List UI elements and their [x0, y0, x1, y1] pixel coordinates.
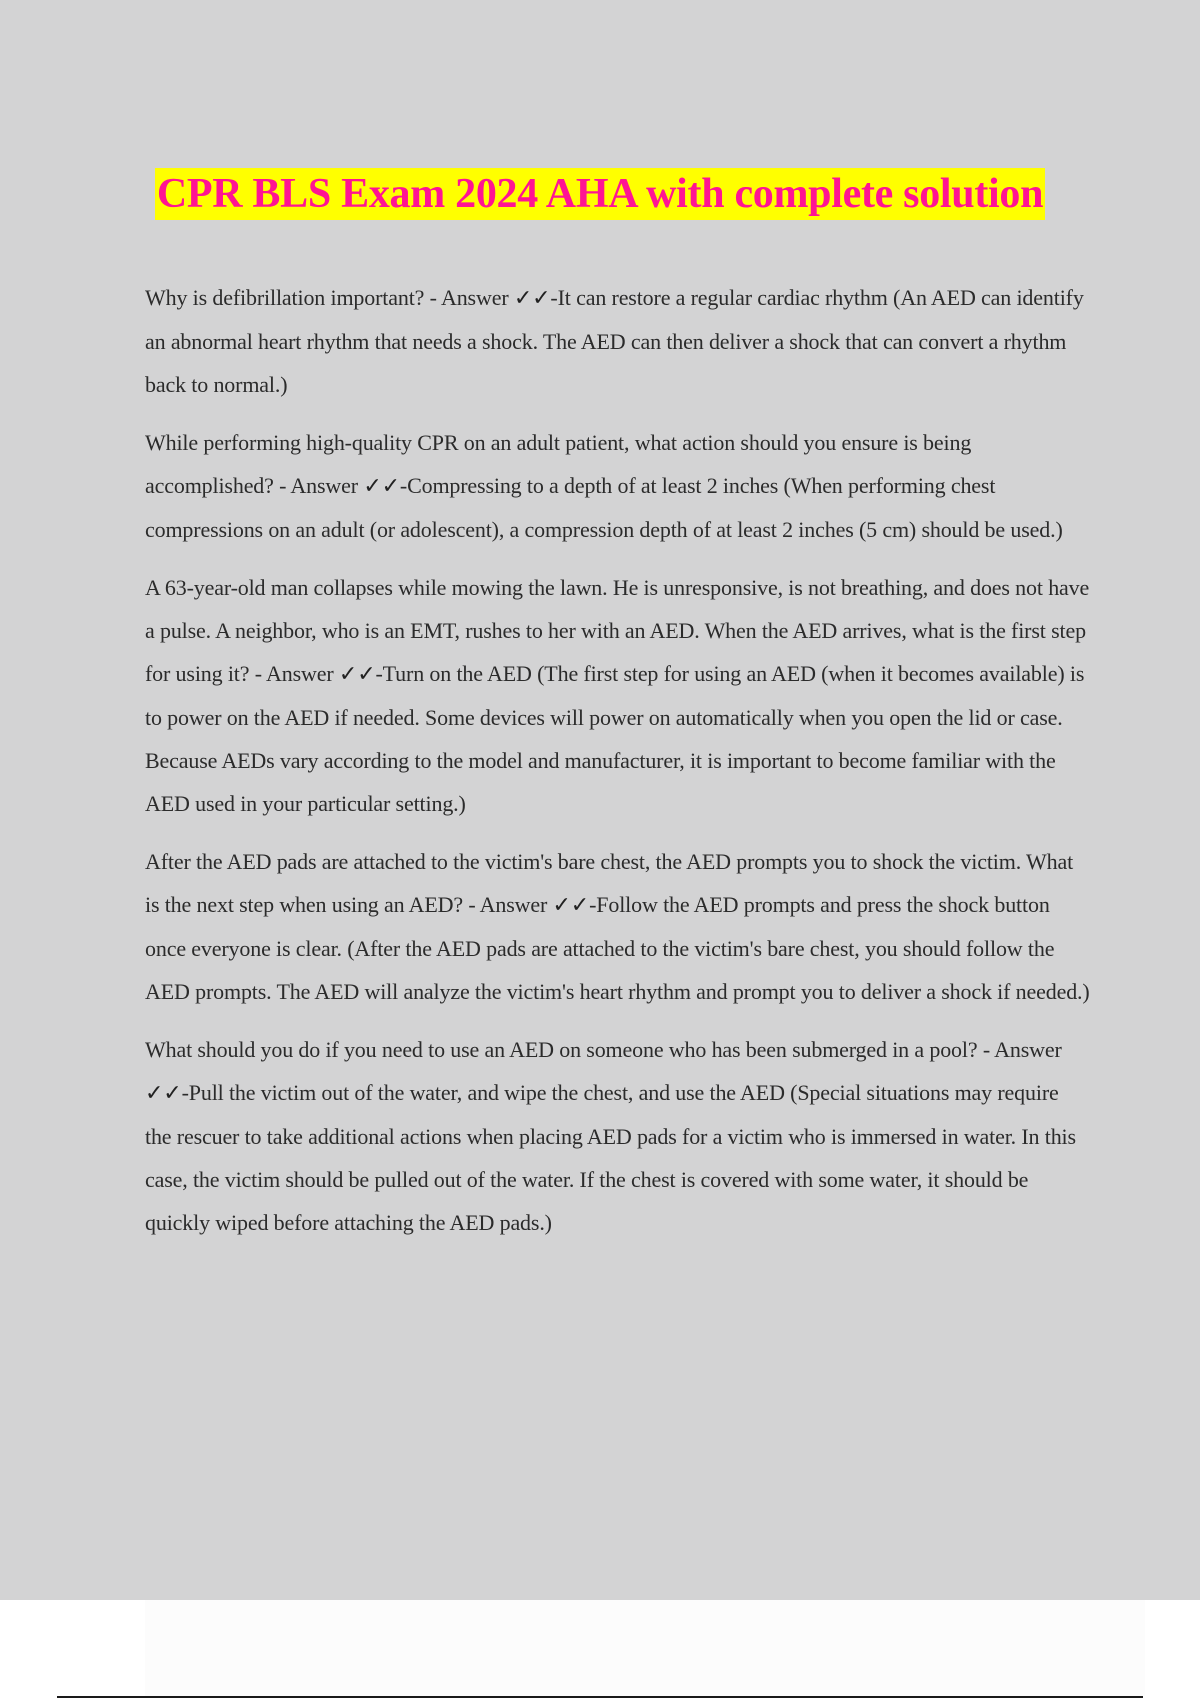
- double-check-icon: ✓✓: [363, 474, 400, 499]
- title-wrapper: [0, 168, 1200, 220]
- page-footer-area: [0, 1600, 1200, 1700]
- question-text: What should you do if you need to use an AED on someone who has been submerged in a pool? - Answer: [145, 1037, 1062, 1062]
- qa-item-2: [145, 421, 1090, 551]
- answer-text: -Turn on the AED (The first step for using an AED (when it becomes available) is to power on the AED if needed. Some devices will power on automatically when you open the lid or case. Because AEDs vary according to the model and manufacturer, it is important to become familiar with the AED used in your particular setting.): [145, 661, 1085, 816]
- footer-panel: [145, 1600, 1145, 1696]
- question-text: After the AED pads are attached to the victim's bare chest, the AED prompts you to shock the victim. What is the next step when using an AED? - Answer: [145, 849, 1074, 917]
- double-check-icon: ✓✓: [552, 893, 590, 918]
- page-title: CPR BLS Exam 2024 AHA with complete solution: [155, 168, 1045, 220]
- question-text: Why is defibrillation important? - Answer: [145, 285, 514, 310]
- answer-text: -Pull the victim out of the water, and wipe the chest, and use the AED (Special situations may require the rescuer to take additional actions when placing AED pads for a victim who is immersed in water. In this case, the victim should be pulled out of the water. If the chest is covered with some water, it should be quickly wiped before attaching the AED pads.): [145, 1080, 1076, 1235]
- question-text: A 63-year-old man collapses while mowing the lawn. He is unresponsive, is not breathing, and does not have a pulse. A neighbor, who is an EMT, rushes to her with an AED. When the AED arrives, what is the first step for using it? - Answer: [145, 575, 1090, 686]
- qa-list: [145, 276, 1090, 1259]
- double-check-icon: ✓✓: [338, 662, 376, 687]
- answer-text: -Compressing to a depth of at least 2 inches (When performing chest compressions on an adult (or adolescent), a compression depth of at least 2 inches (5 cm) should be used.): [145, 473, 1063, 542]
- qa-item-3: [145, 566, 1090, 825]
- qa-item-4: [145, 840, 1090, 1013]
- footer-divider: [57, 1696, 1143, 1698]
- qa-item-5: [145, 1028, 1090, 1244]
- answer-text: -It can restore a regular cardiac rhythm (An AED can identify an abnormal heart rhythm that needs a shock. The AED can then deliver a shock that can convert a rhythm back to normal.): [145, 285, 1084, 397]
- double-check-icon: ✓✓: [145, 1081, 182, 1106]
- question-text: While performing high-quality CPR on an adult patient, what action should you ensure is being accomplished? - Answer: [145, 430, 972, 498]
- double-check-icon: ✓✓: [513, 286, 551, 311]
- qa-item-1: [145, 276, 1090, 406]
- answer-text: -Follow the AED prompts and press the shock button once everyone is clear. (After the AED pads are attached to the victim's bare chest, you should follow the AED prompts. The AED will analyze the victim's heart rhythm and prompt you to deliver a shock if needed.): [145, 892, 1090, 1004]
